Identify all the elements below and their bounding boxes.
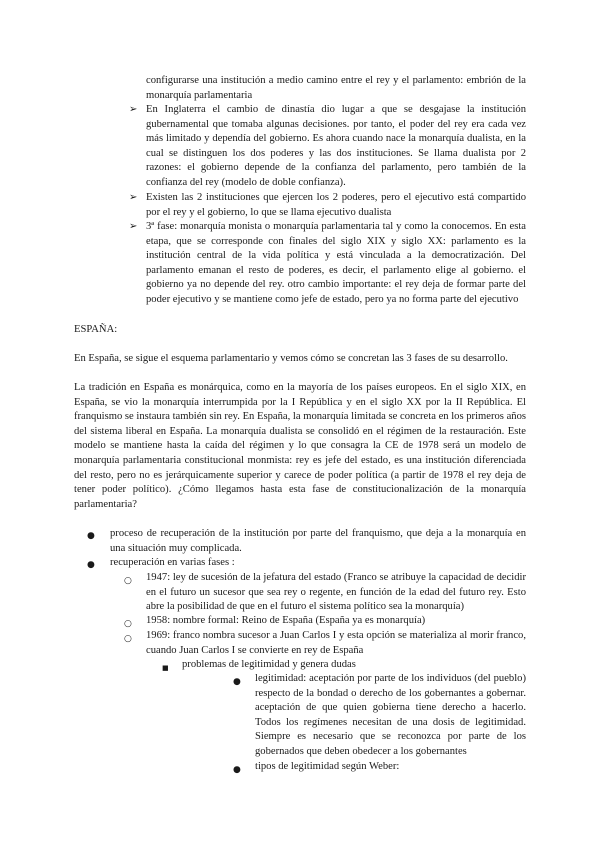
outline-level2-item: 1947: ley de sucesión de la jefatura del estado (Franco se atribuye la capacidad de decidir en el futuro un sucesor que sea rey o regente, en función de la edad del futuro rey. Esto abre la posibilidad de que en el futuro el sistema político sea la monarquía): [146, 572, 526, 613]
outline-level4-item: tipos de legitimidad según Weber:: [255, 761, 400, 772]
bullet-icon: ●: [87, 560, 95, 570]
arrow-item-text: Existen las 2 instituciones que ejercen los 2 poderes, pero el ejecutivo está compartido por el rey y el gobierno, lo que se llama ejecutivo dualista: [146, 192, 526, 218]
outline-level4-item: legitimidad: aceptación por parte de los individuos (del pueblo) respecto de la bondad o derecho de los gobernantes a gobernar. aceptación de que quien gobierna tiene derecho a hacerlo. Todos los regímenes necesitan de una dosis de legitimidad. Siempre es necesario que se reconozca por parte de los gobernados que deben obedecer a los gobernantes: [255, 673, 526, 757]
square-bullet-icon: ■: [162, 664, 169, 672]
arrow-bullet-icon: ➢: [129, 221, 138, 232]
outline-level1-item: proceso de recuperación de la institución por parte del franquismo, que deja a la monarquía en una situación muy complicada.: [110, 528, 526, 554]
outline-level3-item: problemas de legitimidad y genera dudas: [182, 659, 356, 670]
section-heading: ESPAÑA:: [74, 324, 118, 335]
arrow-item-continuation: configurarse una institución a medio camino entre el rey y el parlamento: embrión de la monarquía parlamentaria: [146, 75, 526, 101]
paragraph: En España, se sigue el esquema parlamentario y vemos cómo se concretan las 3 fases de su desarrollo.: [74, 353, 508, 364]
circle-bullet-icon: ○: [124, 576, 132, 586]
bullet-icon: ●: [233, 765, 241, 775]
outline-level2-item: 1958: nombre formal: Reino de España (España ya es monarquía): [146, 615, 426, 626]
arrow-list-item: [129, 103, 526, 191]
circle-bullet-icon: ○: [124, 619, 132, 629]
arrow-bullet-icon: ➢: [129, 192, 138, 203]
paragraph: La tradición en España es monárquica, como en la mayoría de los países europeos. En el siglo XIX, en España, se vio la monarquía interrumpida por la I República y en el siglo XX por la II República. El franquismo se instaura también sin rey. En España, la monarquía limitada se concreta en los primeros años del sistema liberal en España. La monarquía dualista se consolidó en el régimen de la restauración. Este modelo se mantiene hasta la caída del régimen y lo que consagra la CE de 1978 será un modelo de monarquía parlamentaria constitucional monmista: rey es jefe del estado, es una institución diferenciada del resto, pero no es jerárquicamente superior y carece de poder política (a partir de 1978 el rey deja de tener poder político). ¿Cómo llegamos hasta esta fase de constitucionalización de la monarquía parlamentaria?: [74, 382, 526, 510]
arrow-item-text: En Inglaterra el cambio de dinastía dio lugar a que se desgajase la institución gubernamental que tomaba algunas decisiones. por tanto, el poder del rey era cada vez más limitado y dependía del gobierno. Es ahora cuando nace la monarquía dualista, en la cual se distinguen los dos poderes y las dos instituciones. Se llama dualista por 2 razones: el gobierno depende de la confianza del parlamento, pero también de la confianza del rey (modelo de doble confianza).: [146, 104, 526, 188]
circle-bullet-icon: ○: [124, 634, 132, 644]
arrow-item-text: 3ª fase: monarquía monista o monarquía parlamentaria tal y como la conocemos. En esta etapa, que se corresponde con finales del siglo XIX y siglo XX: parlamento es la institución central de la vida política y está vinculada a la democratización. Del parlamento emanan el resto de poderes, es decir, el parlamento elige al gobierno. el gobierno ya no depende del rey. otro cambio importante: el rey deja de formar parte del poder ejecutivo y se mantiene como jefe de estado, pero ya no forma parte del ejecutivo: [146, 221, 526, 305]
outline-level1-item: recuperación en varias fases :: [110, 557, 235, 568]
outline-level2-item: 1969: franco nombra sucesor a Juan Carlos I y esta opción se materializa al morir franco, cuando Juan Carlos I se convierte en rey de España: [146, 630, 526, 656]
arrow-bullet-icon: ➢: [129, 104, 138, 115]
arrow-list-item: [129, 191, 526, 220]
bullet-icon: ●: [87, 531, 95, 541]
arrow-list-item: [129, 220, 526, 308]
bullet-icon: ●: [233, 677, 241, 687]
